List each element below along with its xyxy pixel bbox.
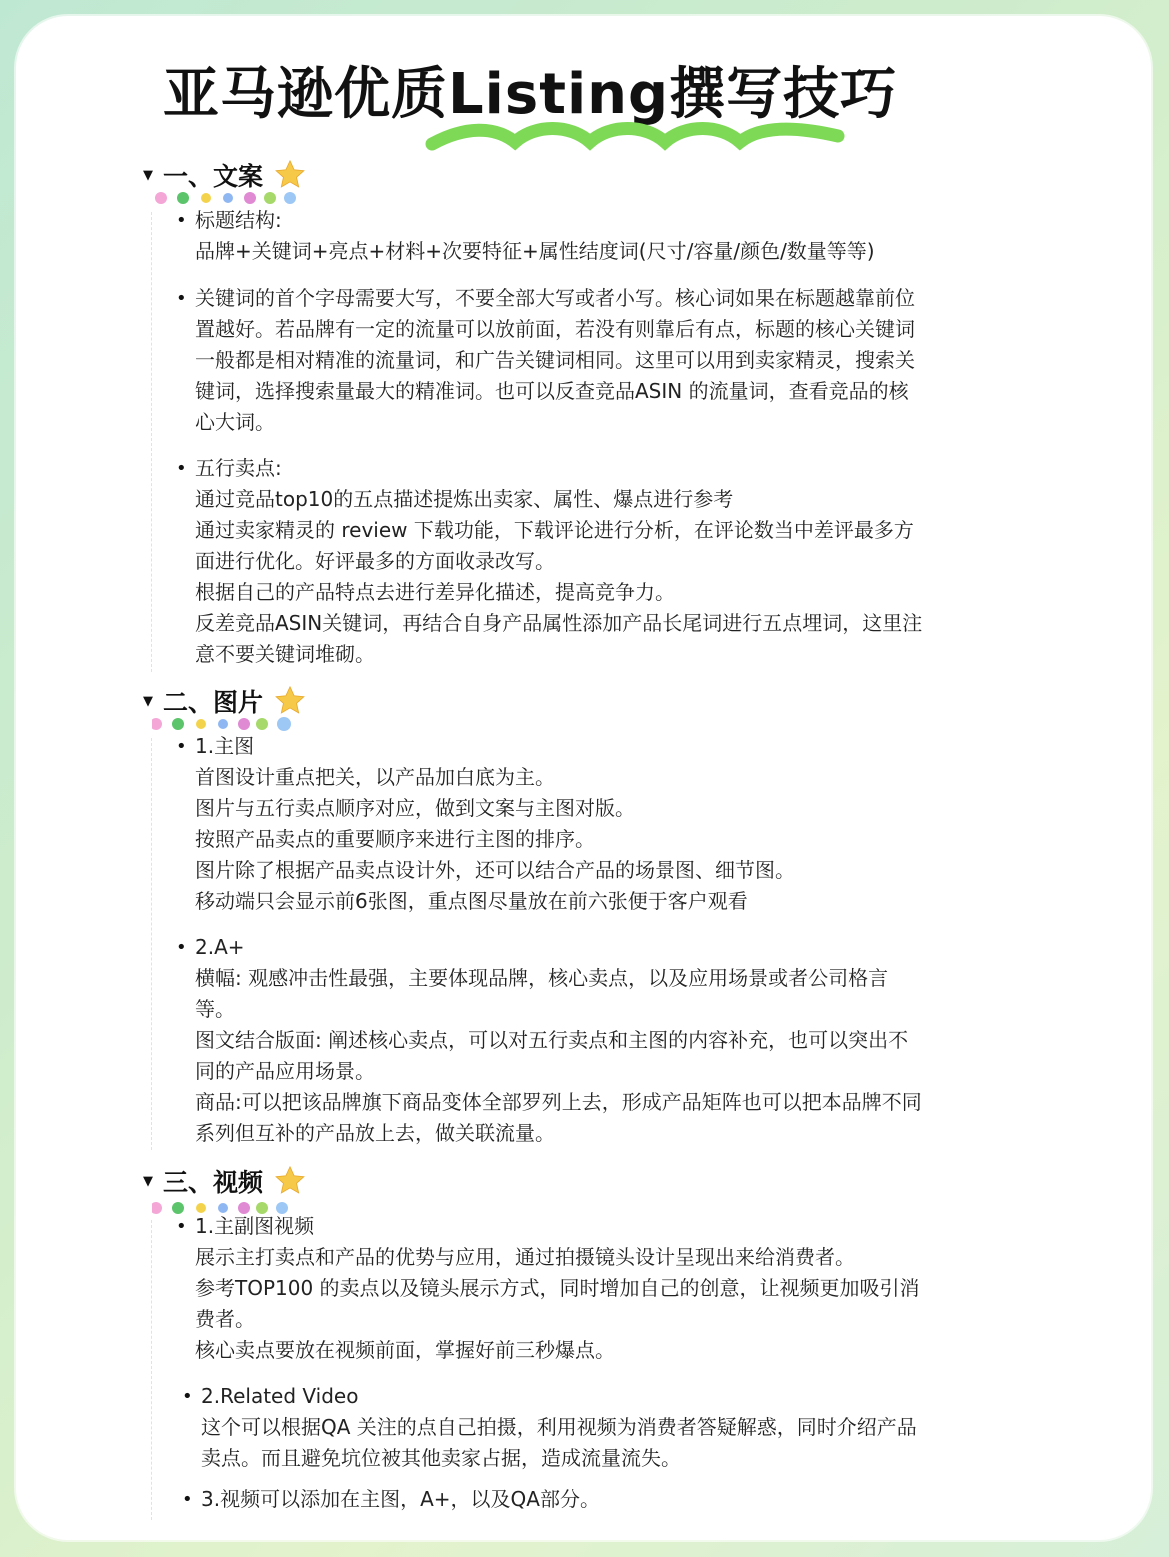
bullet-icon: • xyxy=(176,1216,187,1237)
section-title: 一、文案 xyxy=(163,162,264,191)
bullet-icon: • xyxy=(176,736,187,757)
collapse-caret-icon[interactable]: ▼ xyxy=(143,1173,153,1189)
item-line: 通过竞品top10的五点描述提炼出卖家、属性、爆点进行参考 xyxy=(195,487,734,511)
section-title: 三、视频 xyxy=(163,1168,264,1197)
list-item xyxy=(176,731,1006,917)
collapse-caret-icon[interactable]: ▼ xyxy=(143,167,153,183)
collapse-caret-icon[interactable]: ▼ xyxy=(143,693,153,709)
list-item xyxy=(176,932,1006,1149)
item-line: 面进行优化。好评最多的方面收录改写。 xyxy=(195,549,555,573)
item-heading: 五行卖点: xyxy=(195,456,282,480)
bullet-icon: • xyxy=(176,937,187,958)
page-title: 亚马逊优质Listing撰写技巧 xyxy=(163,62,898,127)
item-line: 图文结合版面: 阐述核心卖点，可以对五行卖点和主图的内容补充，也可以突出不 xyxy=(195,1028,909,1052)
item-line: 移动端只会显示前6张图，重点图尽量放在前六张便于客户观看 xyxy=(195,889,748,913)
item-line: 按照产品卖点的重要顺序来进行主图的排序。 xyxy=(195,827,595,851)
section-heading-copywriting[interactable] xyxy=(143,157,307,193)
section-title: 二、图片 xyxy=(163,688,264,717)
item-line: 置越好。若品牌有一定的流量可以放前面，若没有则靠后有点，标题的核心关键词 xyxy=(195,317,915,341)
bullet-icon: • xyxy=(176,288,187,309)
item-line: 心大词。 xyxy=(195,410,275,434)
star-icon xyxy=(273,1164,307,1198)
item-line: 参考TOP100 的卖点以及镜头展示方式，同时增加自己的创意，让视频更加吸引消 xyxy=(195,1276,920,1300)
item-line: 首图设计重点把关，以产品加白底为主。 xyxy=(195,765,555,789)
item-line: 一般都是相对精准的流量词，和广告关键词相同。这里可以用到卖家精灵，搜索关 xyxy=(195,348,915,372)
item-line: 品牌+关键词+亮点+材料+次要特征+属性结度词(尺寸/容量/颜色/数量等等) xyxy=(195,239,875,263)
section-heading-video[interactable] xyxy=(143,1163,307,1199)
item-line: 系列但互补的产品放上去，做关联流量。 xyxy=(195,1121,555,1145)
item-line: 卖点。而且避免坑位被其他卖家占据，造成流量流失。 xyxy=(201,1446,681,1470)
item-line: 通过卖家精灵的 review 下载功能，下载评论进行分析，在评论数当中差评最多方 xyxy=(195,518,914,542)
item-heading: 标题结构: xyxy=(195,208,282,232)
item-line: 横幅: 观感冲击性最强，主要体现品牌，核心卖点，以及应用场景或者公司格言 xyxy=(195,966,889,990)
item-line: 商品:可以把该品牌旗下商品变体全部罗列上去，形成产品矩阵也可以把本品牌不同 xyxy=(195,1090,922,1114)
item-line: 展示主打卖点和产品的优势与应用，通过拍摄镜头设计呈现出来给消费者。 xyxy=(195,1245,855,1269)
item-line: 意不要关键词堆砌。 xyxy=(195,642,375,666)
item-line: 同的产品应用场景。 xyxy=(195,1059,375,1083)
bullet-icon: • xyxy=(176,458,187,479)
item-line: 图片与五行卖点顺序对应，做到文案与主图对版。 xyxy=(195,796,635,820)
item-heading: 2.A+ xyxy=(195,935,245,959)
item-heading: 3.视频可以添加在主图，A+，以及QA部分。 xyxy=(201,1487,600,1511)
item-line: 费者。 xyxy=(195,1307,255,1331)
list-item xyxy=(176,205,1006,267)
item-heading: 1.主图 xyxy=(195,734,255,758)
item-line: 根据自己的产品特点去进行差异化描述，提高竞争力。 xyxy=(195,580,675,604)
item-line: 核心卖点要放在视频前面，掌握好前三秒爆点。 xyxy=(195,1338,615,1362)
list-item xyxy=(176,283,1006,438)
item-line: 反差竞品ASIN关键词，再结合自身产品属性添加产品长尾词进行五点埋词，这里注 xyxy=(195,611,923,635)
list-item xyxy=(176,453,1006,670)
title-underline-squiggle xyxy=(420,118,850,158)
bullet-icon: • xyxy=(182,1386,193,1407)
bullet-icon: • xyxy=(182,1489,193,1510)
bullet-icon: • xyxy=(176,210,187,231)
list-item xyxy=(182,1484,1012,1515)
list-item xyxy=(182,1381,1012,1474)
section-heading-images[interactable] xyxy=(143,683,307,719)
list-item xyxy=(176,1211,1006,1366)
item-line: 这个可以根据QA 关注的点自己拍摄，利用视频为消费者答疑解惑，同时介绍产品 xyxy=(201,1415,917,1439)
item-line: 键词，选择搜索量最大的精准词。也可以反查竞品ASIN 的流量词，查看竞品的核 xyxy=(195,379,909,403)
item-line: 等。 xyxy=(195,997,235,1021)
item-heading: 1.主副图视频 xyxy=(195,1214,315,1238)
star-icon xyxy=(273,158,307,192)
item-heading: 2.Related Video xyxy=(201,1384,359,1408)
item-heading: 关键词的首个字母需要大写，不要全部大写或者小写。核心词如果在标题越靠前位 xyxy=(195,286,915,310)
star-icon xyxy=(273,684,307,718)
item-line: 图片除了根据产品卖点设计外，还可以结合产品的场景图、细节图。 xyxy=(195,858,795,882)
